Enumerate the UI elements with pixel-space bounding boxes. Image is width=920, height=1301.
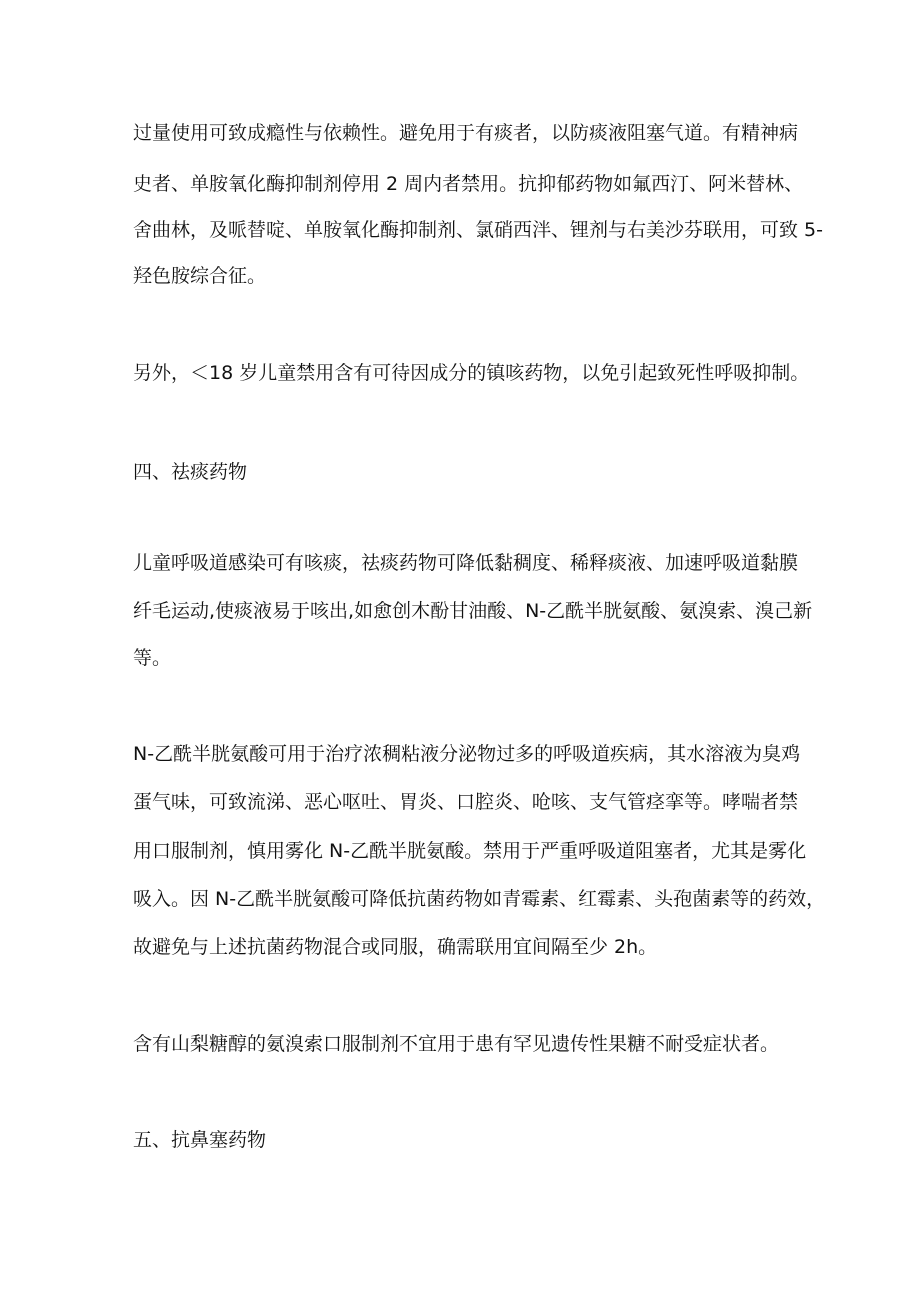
section-heading-decongestants: 五、抗鼻塞药物: [133, 1129, 267, 1151]
text-line: 纤毛运动,使痰液易于咳出,如愈创木酚甘油酸、N-乙酰半胱氨酸、氨溴索、溴己新: [133, 600, 813, 622]
text-line: 羟色胺综合征。: [133, 265, 267, 287]
text-line: 舍曲林，及哌替啶、单胺氧化酶抑制剂、氯硝西泮、锂剂与右美沙芬联用，可致 5-: [133, 219, 823, 241]
text-line: N-乙酰半胱氨酸可用于治疗浓稠粘液分泌物过多的呼吸道疾病，其水溶液为臭鸡: [133, 743, 801, 765]
text-line: 史者、单胺氧化酶抑制剂停用 2 周内者禁用。抗抑郁药物如氟西汀、阿米替林、: [133, 173, 804, 195]
text-line: 用口服制剂，慎用雾化 N-乙酰半胱氨酸。禁用于严重呼吸道阻塞者，尤其是雾化: [133, 840, 807, 862]
section-heading-expectorants: 四、祛痰药物: [133, 461, 248, 483]
text-line: 等。: [133, 647, 172, 669]
text-line: 含有山梨糖醇的氨溴索口服制剂不宜用于患有罕见遗传性果糖不耐受症状者。: [133, 1033, 780, 1055]
text-line: 儿童呼吸道感染可有咳痰，祛痰药物可降低黏稠度、稀释痰液、加速呼吸道黏膜: [133, 552, 799, 574]
text-line: 另外，＜18 岁儿童禁用含有可待因成分的镇咳药物，以免引起致死性呼吸抑制。: [133, 362, 810, 384]
text-line: 故避免与上述抗菌药物混合或同服，确需联用宜间隔至少 2h。: [133, 936, 658, 958]
text-line: 吸入。因 N-乙酰半胱氨酸可降低抗菌药物如青霉素、红霉素、头孢菌素等的药效，: [133, 888, 826, 910]
text-line: 蛋气味，可致流涕、恶心呕吐、胃炎、口腔炎、呛咳、支气管痉挛等。哮喘者禁: [133, 791, 799, 813]
text-line: 过量使用可致成瘾性与依赖性。避免用于有痰者，以防痰液阻塞气道。有精神病: [133, 122, 799, 144]
